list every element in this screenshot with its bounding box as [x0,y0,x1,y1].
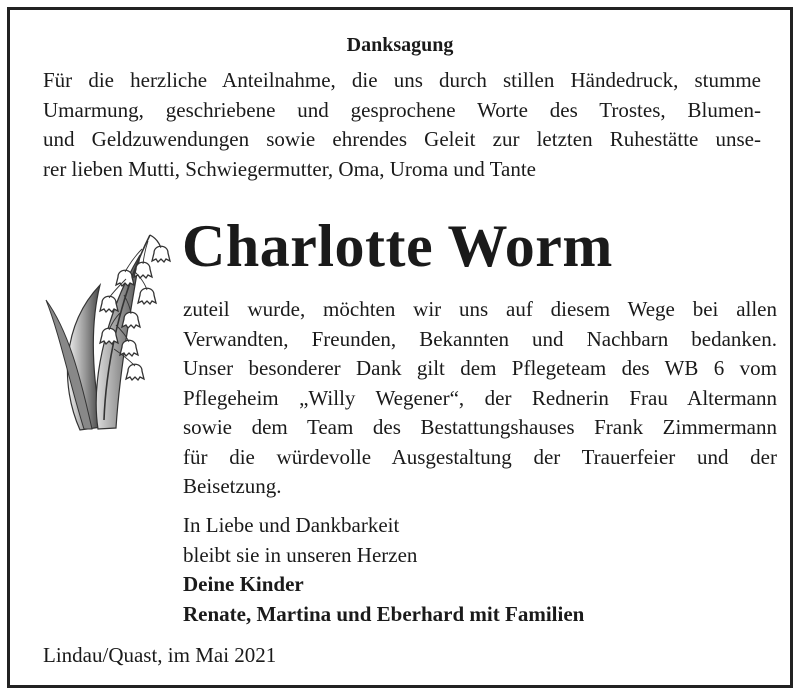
place-date: Lindau/Quast, im Mai 2021 [43,643,277,667]
body-line: zuteil wurde, möchten wir uns auf diesem Wege bei allen [183,297,777,321]
body-line: Unser besonderer Dank gilt dem Pflegeteam des WB 6 vom [183,356,777,380]
body-line: für die würdevolle Ausgestaltung der Trauerfeier und der [183,444,777,469]
closing-line: In Liebe und Dankbarkeit [183,513,400,537]
signature-names: Renate, Martina und Eberhard mit Familien [183,601,585,626]
signature-line: Deine Kinder [183,572,304,596]
intro-line: Für die herzliche Anteilnahme, die uns durch stillen Händedruck, stumme [43,68,761,92]
intro-line: rer lieben Mutti, Schwiegermutter, Oma, Uroma und Tante [43,156,536,181]
deceased-name: Charlotte Worm [182,213,613,279]
body-paragraph [183,295,777,502]
body-line: Pflegeheim „Willy Wegener“, der Rednerin Frau Altermann [183,385,777,410]
closing-line: bleibt sie in unseren Herzen [183,542,418,567]
intro-line: Umarmung, geschriebene und gesprochene Worte des Trostes, Blumen- [43,97,761,122]
closing-block [183,511,584,629]
body-line: sowie dem Team des Bestattungshauses Frank Zimmermann [183,415,777,439]
notice-frame [7,7,793,688]
notice-title: Danksagung [346,34,454,56]
intro-paragraph [43,66,761,184]
body-line: Beisetzung. [183,474,282,498]
body-line: Verwandten, Freunden, Bekannten und Nachbarn bedanken. [183,326,777,351]
intro-line: und Geldzuwendungen sowie ehrendes Geleit zur letzten Ruhestätte unse- [43,127,761,151]
lily-of-the-valley-icon [40,215,180,435]
